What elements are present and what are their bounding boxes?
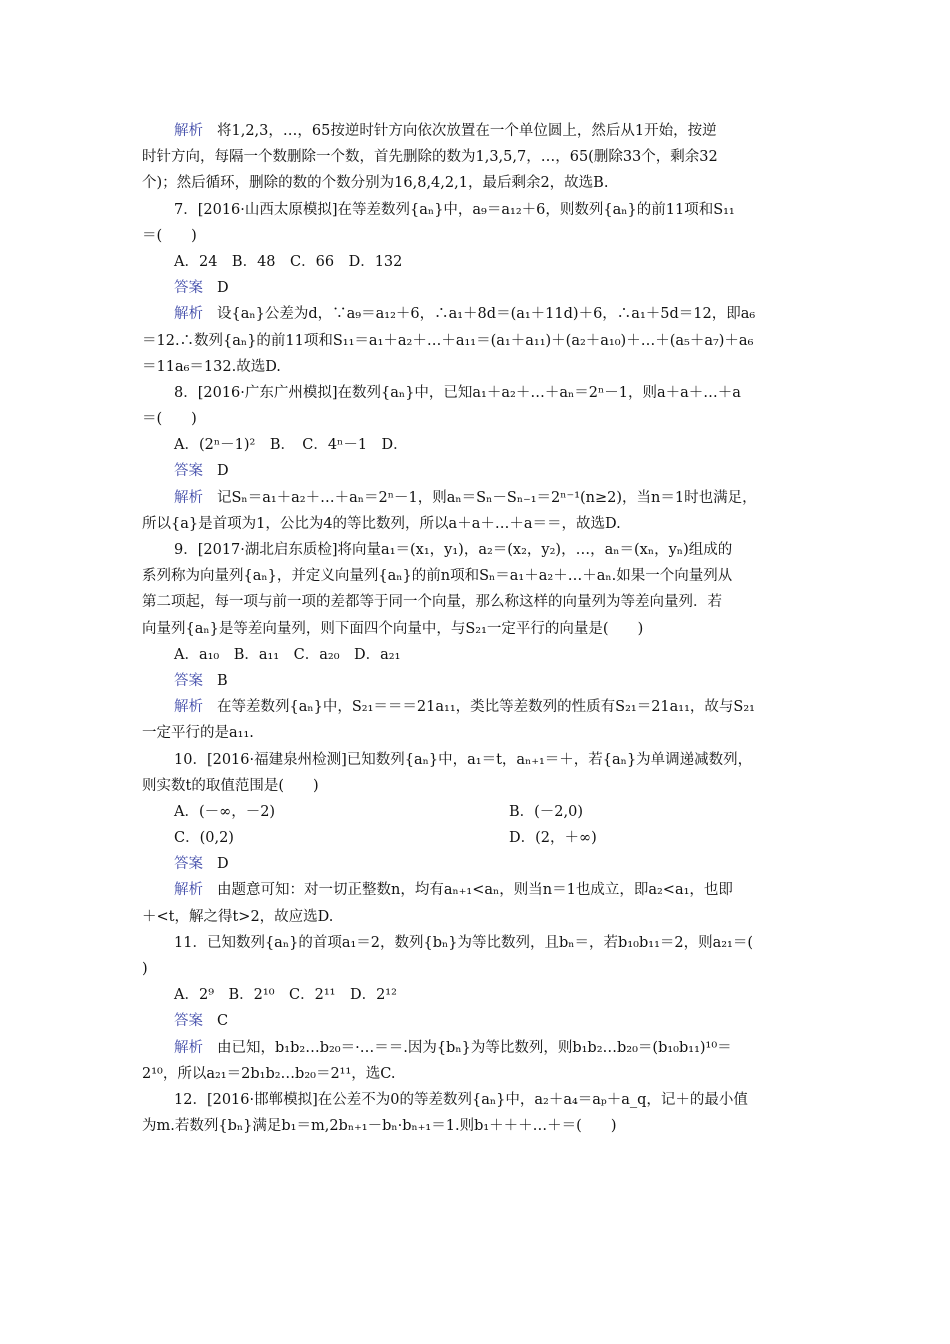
text-line bbox=[142, 904, 810, 930]
text-line bbox=[142, 223, 810, 249]
line-text: 8．[2016·广东广州模拟]在数列{aₙ}中，已知a₁＋a₂＋…＋aₙ＝2ⁿ－1，则a＋a＋…＋a bbox=[174, 384, 741, 401]
text-line bbox=[142, 249, 810, 275]
option-left: A．(－∞，－2) bbox=[174, 803, 276, 820]
text-line bbox=[142, 1035, 810, 1061]
text-line bbox=[142, 930, 810, 956]
text-line bbox=[142, 144, 810, 170]
option-left: C．(0,2) bbox=[174, 830, 234, 847]
text-line bbox=[142, 380, 810, 406]
answer-label: 答案 bbox=[174, 280, 203, 297]
text-line bbox=[142, 458, 810, 484]
text-line bbox=[142, 328, 810, 354]
text-line bbox=[142, 354, 810, 380]
option-right: D．(2，＋∞) bbox=[509, 830, 597, 847]
text-line bbox=[142, 851, 810, 877]
text-line bbox=[142, 537, 810, 563]
line-text: ＋<t，解之得t>2，故应选D. bbox=[142, 908, 334, 925]
line-text: D bbox=[217, 856, 229, 873]
answer-label: 答案 bbox=[174, 1013, 203, 1030]
analysis-label: 解析 bbox=[174, 306, 203, 323]
line-text: 个)；然后循环，删除的数的个数分别为16,8,4,2,1，最后剩余2，故选B. bbox=[142, 175, 609, 192]
line-text: 系列称为向量列{aₙ}，并定义向量列{aₙ}的前n项和Sₙ＝a₁＋a₂＋…＋aₙ.如果一个向量列从 bbox=[142, 568, 733, 585]
analysis-label: 解析 bbox=[174, 1039, 203, 1056]
text-line bbox=[142, 1061, 810, 1087]
line-text: 12．[2016·邯郸模拟]在公差不为0的等差数列{aₙ}中，a₂＋a₄＝aₚ＋a_q，记＋的最小值 bbox=[174, 1091, 748, 1108]
text-line bbox=[142, 799, 810, 825]
line-text: 由题意可知：对一切正整数n，均有aₙ₊₁<aₙ，则当n＝1也成立，即a₂<a₁，也即 bbox=[217, 882, 733, 899]
text-line bbox=[142, 563, 810, 589]
line-text: 由已知，b₁b₂…b₂₀＝·…＝＝.因为{bₙ}为等比数列，则b₁b₂…b₂₀＝(b₁₀b₁₁)¹⁰＝ bbox=[217, 1039, 732, 1056]
analysis-label: 解析 bbox=[174, 699, 203, 716]
line-text: A．(2ⁿ－1)² B． C．4ⁿ－1 D． bbox=[174, 437, 408, 454]
analysis-label: 解析 bbox=[174, 489, 203, 506]
line-text: 一定平行的是a₁₁. bbox=[142, 725, 254, 742]
text-line bbox=[142, 747, 810, 773]
text-line bbox=[142, 170, 810, 196]
text-line bbox=[142, 511, 810, 537]
text-line bbox=[142, 1008, 810, 1034]
line-text: 向量列{aₙ}是等差向量列，则下面四个向量中，与S₂₁一定平行的向量是( ) bbox=[142, 620, 644, 637]
text-line bbox=[142, 642, 810, 668]
line-text: 11．已知数列{aₙ}的首项a₁＝2，数列{bₙ}为等比数列，且bₙ＝，若b₁₀b₁₁＝2，则a₂₁＝( bbox=[174, 934, 754, 951]
line-text: ＝( ) bbox=[142, 227, 197, 244]
answer-label: 答案 bbox=[174, 856, 203, 873]
line-text: 则实数t的取值范围是( ) bbox=[142, 777, 319, 794]
text-line bbox=[142, 1087, 810, 1113]
text-line bbox=[142, 694, 810, 720]
text-line bbox=[142, 589, 810, 615]
text-line bbox=[142, 432, 810, 458]
text-line bbox=[142, 406, 810, 432]
line-text: 所以{a}是首项为1，公比为4的等比数列，所以a＋a＋…＋a＝＝，故选D. bbox=[142, 515, 621, 532]
text-line bbox=[142, 982, 810, 1008]
answer-label: 答案 bbox=[174, 463, 203, 480]
line-text: A．2⁹ B．2¹⁰ C．2¹¹ D．2¹² bbox=[174, 987, 397, 1004]
text-line bbox=[142, 668, 810, 694]
text-line bbox=[142, 485, 810, 511]
text-line bbox=[142, 616, 810, 642]
line-text: ＝12.∴数列{aₙ}的前11项和S₁₁＝a₁＋a₂＋…＋a₁₁＝(a₁＋a₁₁)＋(a₂＋a₁₀)＋…＋(a₅＋a₇)＋a₆ bbox=[142, 332, 754, 349]
line-text: 时针方向，每隔一个数删除一个数，首先删除的数为1,3,5,7，…，65(删除33个，剩余32 bbox=[142, 149, 718, 166]
line-text: 2¹⁰，所以a₂₁＝2b₁b₂…b₂₀＝2¹¹，选C. bbox=[142, 1065, 396, 1082]
text-line bbox=[142, 197, 810, 223]
line-text: 在等差数列{aₙ}中，S₂₁＝＝＝21a₁₁，类比等差数列的性质有S₂₁＝21a₁₁，故与S₂₁ bbox=[217, 699, 755, 716]
text-line bbox=[142, 1113, 810, 1139]
line-text: B bbox=[217, 672, 228, 689]
option-right: B．(－2,0) bbox=[509, 803, 584, 820]
answer-label: 答案 bbox=[174, 672, 203, 689]
line-text: 记Sₙ＝a₁＋a₂＋…＋aₙ＝2ⁿ－1，则aₙ＝Sₙ－Sₙ₋₁＝2ⁿ⁻¹(n≥2)，当n＝1时也满足， bbox=[217, 489, 757, 506]
line-text: 7．[2016·山西太原模拟]在等差数列{aₙ}中，a₉＝a₁₂＋6，则数列{aₙ}的前11项和S₁₁ bbox=[174, 201, 735, 218]
line-text: A．a₁₀ B．a₁₁ C．a₂₀ D．a₂₁ bbox=[174, 646, 401, 663]
text-line bbox=[142, 877, 810, 903]
text-line bbox=[142, 301, 810, 327]
text-line bbox=[142, 825, 810, 851]
line-text: 设{aₙ}公差为d，∵a₉＝a₁₂＋6，∴a₁＋8d＝(a₁＋11d)＋6，∴a₁＋5d＝12，即a₆ bbox=[217, 306, 756, 323]
text-line bbox=[142, 118, 810, 144]
line-text: C bbox=[217, 1013, 229, 1030]
line-text: D bbox=[217, 280, 229, 297]
line-text: 为m.若数列{bₙ}满足b₁＝m,2bₙ₊₁－bₙ·bₙ₊₁＝1.则b₁＋＋＋…＋＝( ) bbox=[142, 1118, 617, 1135]
line-text: 将1,2,3，…，65按逆时针方向依次放置在一个单位圆上，然后从1开始，按逆 bbox=[217, 123, 717, 139]
text-line bbox=[142, 773, 810, 799]
line-text: 10．[2016·福建泉州检测]已知数列{aₙ}中，a₁＝t，aₙ₊₁＝＋，若{aₙ}为单调递减数列， bbox=[174, 751, 753, 768]
text-line bbox=[142, 275, 810, 301]
text-line bbox=[142, 956, 810, 982]
line-text: 9．[2017·湖北启东质检]将向量a₁＝(x₁，y₁)，a₂＝(x₂，y₂)，…，aₙ＝(xₙ，yₙ)组成的 bbox=[174, 542, 733, 558]
line-text: ＝( ) bbox=[142, 411, 197, 428]
line-text: D bbox=[217, 463, 229, 480]
document-page bbox=[142, 118, 810, 1139]
analysis-label: 解析 bbox=[174, 123, 203, 139]
text-line bbox=[142, 720, 810, 746]
line-text: 第二项起，每一项与前一项的差都等于同一个向量，那么称这样的向量列为等差向量列．若 bbox=[142, 594, 722, 611]
analysis-label: 解析 bbox=[174, 882, 203, 899]
line-text: A．24 B．48 C．66 D．132 bbox=[174, 253, 403, 270]
line-text: ＝11a₆＝132.故选D. bbox=[142, 358, 281, 375]
line-text: ) bbox=[142, 961, 148, 977]
